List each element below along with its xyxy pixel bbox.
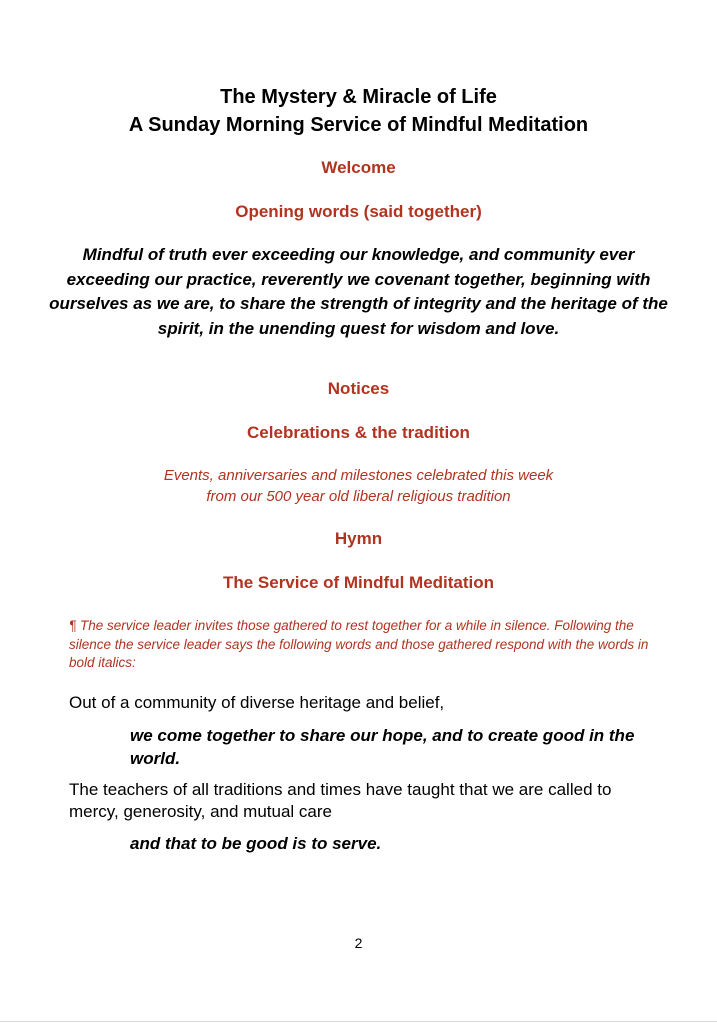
celebrations-note-line1: Events, anniversaries and milestones celebrated this week xyxy=(163,467,554,484)
service-title: The Mystery & Miracle of Life xyxy=(220,86,497,108)
hymn-heading: Hymn xyxy=(334,529,383,548)
opening-words-text: Mindful of truth ever exceeding our knowledge, and community ever exceeding our practice, reverently we covenant together, beginning with ourselves as we are, to share the strength of integrity and the heritage of the spirit, in the unending quest for wisdom and love. xyxy=(49,245,668,338)
page-bottom-divider xyxy=(0,1021,717,1022)
service-rubric: ¶ The service leader invites those gathered to rest together for a while in silence. Following the silence the service leader says the following words and those gathered respond with the words in bold italics: xyxy=(69,618,649,670)
leader-line-1: Out of a community of diverse heritage and belief, xyxy=(69,693,445,712)
response-line-2: and that to be good is to serve. xyxy=(130,834,382,853)
page-number: 2 xyxy=(354,935,363,951)
welcome-heading: Welcome xyxy=(321,158,396,177)
celebrations-note-line2: from our 500 year old liberal religious tradition xyxy=(206,488,511,505)
opening-words-heading: Opening words (said together) xyxy=(235,202,482,221)
service-heading: The Service of Mindful Meditation xyxy=(222,573,495,592)
celebrations-heading: Celebrations & the tradition xyxy=(247,423,470,442)
service-subtitle: A Sunday Morning Service of Mindful Meditation xyxy=(128,114,589,136)
response-line-1: we come together to share our hope, and to create good in the world. xyxy=(130,726,635,768)
leader-line-2: The teachers of all traditions and times have taught that we are called to mercy, generosity, and mutual care xyxy=(69,780,612,821)
notices-heading: Notices xyxy=(327,379,390,398)
